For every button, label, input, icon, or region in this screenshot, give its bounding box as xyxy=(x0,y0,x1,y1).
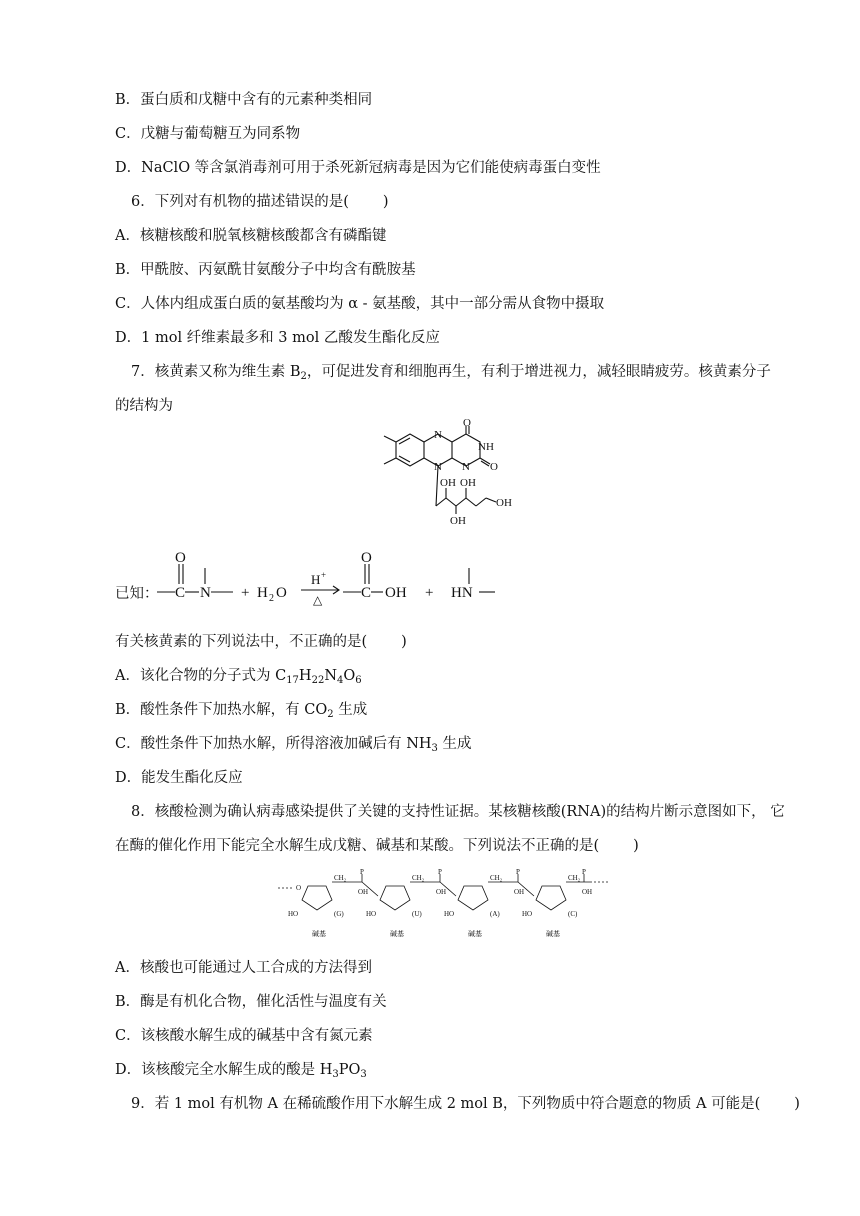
eq-plus-1: + xyxy=(241,585,250,601)
q7-stem-line2: 的结构为 xyxy=(115,398,173,414)
rna-fragment-figure xyxy=(278,866,608,942)
acid-c: C xyxy=(361,585,372,601)
rna-a: (A) xyxy=(490,910,500,918)
q8-opt-d-s2: 3 xyxy=(360,1069,367,1080)
q6-option-b: B．甲酰胺、丙氨酰甘氨酸分子中均含有酰胺基 xyxy=(115,262,416,278)
q6-option-d: D．1 mol 纤维素最多和 3 mol 乙酸发生酯化反应 xyxy=(115,330,440,346)
q7-opt-b-sub: 2 xyxy=(327,709,334,720)
struct-o2: O xyxy=(490,461,498,473)
rna-u: (U) xyxy=(412,910,422,918)
riboflavin-structure-figure xyxy=(368,417,518,536)
struct-o1: O xyxy=(463,417,471,429)
q5-option-b: B．蛋白质和戊糖中含有的元素种类相同 xyxy=(115,92,373,108)
q7-option-d: D．能发生酯化反应 xyxy=(115,770,243,786)
q8-opt-d-t1: D．该核酸完全水解生成的酸是 H xyxy=(115,1062,333,1078)
rna-p-4: P xyxy=(582,868,586,876)
q8-stem-text: 在酶的催化作用下能完全水解生成戊糖、碱基和某酸。下列说法不正确的是( xyxy=(115,838,600,854)
q7-opt-b-t2: 生成 xyxy=(333,702,368,718)
q7-question-text: 有关核黄素的下列说法中，不正确的是( xyxy=(115,634,368,650)
rna-oh-3: OH xyxy=(514,888,525,896)
q8-option-a: A．核酸也可能通过人工合成的方法得到 xyxy=(115,960,372,976)
q7-opt-c-t2: 生成 xyxy=(437,736,472,752)
q6-option-c: C．人体内组成蛋白质的氨基酸均为 α - 氨基酸，其中一部分需从食物中摄取 xyxy=(115,296,605,312)
rna-g: (G) xyxy=(334,910,344,918)
q8-option-c: C．该核酸水解生成的碱基中含有氮元素 xyxy=(115,1028,373,1044)
q7-stem-line1 xyxy=(131,362,771,382)
struct-n3: N xyxy=(462,461,470,473)
amide-c: C xyxy=(175,585,186,601)
q6-stem-close: ) xyxy=(382,194,389,210)
rna-oh-2: OH xyxy=(436,888,447,896)
rna-o-0: O xyxy=(296,884,302,892)
eq-h2o-o: O xyxy=(276,585,287,601)
q9-stem-text: 9．若 1 mol 有机物 A 在稀硫酸作用下水解生成 2 mol B，下列物质中符合题意的物质 A 可能是( xyxy=(131,1096,761,1112)
rna-p-3: P xyxy=(516,868,520,876)
rna-ch2-1: CH₂ xyxy=(334,874,347,882)
q9-stem xyxy=(131,1094,800,1114)
q8-opt-d-t2: PO xyxy=(338,1062,361,1078)
struct-oh2: OH xyxy=(460,477,476,489)
q7-opt-a-s2: 22 xyxy=(311,675,325,686)
q7-opt-a-s4: 6 xyxy=(355,675,362,686)
q7-option-b xyxy=(115,700,367,720)
q5-option-d: D．NaClO 等含氯消毒剂可用于杀死新冠病毒是因为它们能使病毒蛋白变性 xyxy=(115,160,601,176)
q7-opt-a-t1: A．该化合物的分子式为 C xyxy=(115,668,287,684)
struct-oh1: OH xyxy=(440,477,456,489)
rna-ch2-2: CH₂ xyxy=(412,874,425,882)
acid-oh: OH xyxy=(385,585,407,601)
q7-opt-a-s3: 4 xyxy=(337,675,344,686)
q9-stem-close: ) xyxy=(794,1096,800,1112)
rna-ch2-3: CH₂ xyxy=(490,874,503,882)
rna-base-2: 碱基 xyxy=(390,930,404,938)
q7-option-c xyxy=(115,734,472,754)
q7-opt-b-t1: B．酸性条件下加热水解，有 CO xyxy=(115,702,328,718)
q7-opt-c-sub: 3 xyxy=(431,743,438,754)
eq-h2o-sub: 2 xyxy=(269,593,274,604)
eq-h2o-h: H xyxy=(257,585,268,601)
amide-n: N xyxy=(200,585,211,601)
rna-base-3: 碱基 xyxy=(468,930,482,938)
rna-c: (C) xyxy=(568,910,578,918)
amide-hydrolysis-equation xyxy=(155,546,505,607)
q7-question xyxy=(115,632,407,652)
eq-catalyst: H xyxy=(311,572,321,587)
rna-oh-1: OH xyxy=(358,888,369,896)
q6-stem xyxy=(131,192,389,212)
q6-stem-text: 6．下列对有机物的描述错误的是( xyxy=(131,194,349,210)
q7-question-close: ) xyxy=(401,634,407,650)
q8-option-d xyxy=(115,1060,367,1080)
q8-stem-line1: 8．核酸检测为确认病毒感染提供了关键的支持性证据。某核糖核酸(RNA)的结构片断示意图如下， 它 xyxy=(131,804,785,820)
q6-option-a: A．核糖核酸和脱氧核糖核酸都含有磷酯键 xyxy=(115,228,387,244)
q7-stem-text-a: 7．核黄素又称为维生素 B xyxy=(131,364,301,380)
rna-base-4: 碱基 xyxy=(546,930,560,938)
rna-ho-2: HO xyxy=(366,910,377,918)
q7-stem-text-b: ，可促进发育和细胞再生，有利于增进视力，减轻眼睛疲劳。核黄素分子 xyxy=(306,364,771,380)
rna-ho-3: HO xyxy=(444,910,455,918)
rna-ho-1: HO xyxy=(288,910,299,918)
struct-oh4: OH xyxy=(496,497,512,509)
q5-option-c: C．戊糖与葡萄糖互为同系物 xyxy=(115,126,301,142)
rna-p-2: P xyxy=(438,868,442,876)
acid-o: O xyxy=(361,550,372,566)
q7-known-label: 已知： xyxy=(115,586,159,602)
q8-opt-d-s1: 3 xyxy=(332,1069,339,1080)
q7-opt-a-t4: O xyxy=(343,668,356,684)
eq-plus-2: + xyxy=(425,585,434,601)
q7-opt-c-t1: C．酸性条件下加热水解，所得溶液加碱后有 NH xyxy=(115,736,432,752)
rna-ho-4: HO xyxy=(522,910,533,918)
q7-opt-a-s1: 17 xyxy=(286,675,299,686)
q8-stem-line2 xyxy=(115,836,639,856)
q7-option-a xyxy=(115,666,362,686)
q7-stem-sub: 2 xyxy=(300,371,307,382)
q8-option-b: B．酶是有机化合物，催化活性与温度有关 xyxy=(115,994,387,1010)
eq-catalyst-sup: + xyxy=(321,570,327,580)
q8-stem-close: ) xyxy=(633,838,639,854)
struct-nh: NH xyxy=(478,441,494,453)
rna-base-1: 碱基 xyxy=(312,930,326,938)
eq-heat: △ xyxy=(313,593,323,607)
struct-oh3: OH xyxy=(450,515,466,527)
rna-ch2-4: CH₂ xyxy=(568,874,581,882)
q7-opt-a-t3: N xyxy=(324,668,337,684)
q7-opt-a-t2: H xyxy=(298,668,312,684)
rna-p-1: P xyxy=(360,868,364,876)
struct-n1: N xyxy=(434,429,442,441)
struct-n2: N xyxy=(434,461,442,473)
amide-o: O xyxy=(175,550,186,566)
rna-oh-4: OH xyxy=(582,888,593,896)
amine-hn: HN xyxy=(451,585,473,601)
